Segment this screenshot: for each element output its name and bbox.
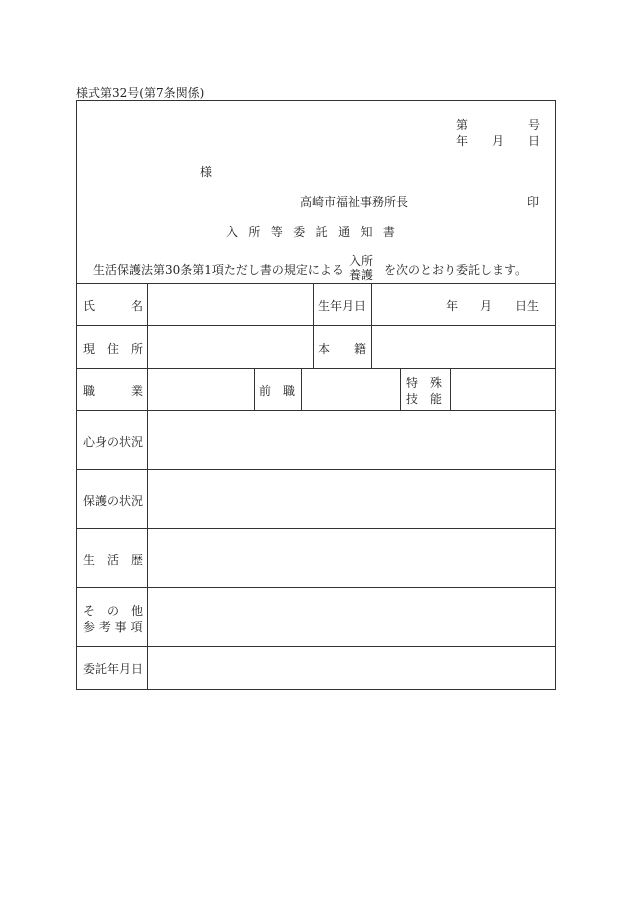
body-option-admission: 入所	[349, 254, 374, 268]
document-title: 入 所 等 委 託 通 知 書	[226, 225, 395, 239]
date-month-label: 月	[492, 134, 505, 148]
birth-day-label: 日生	[515, 299, 540, 313]
previous-job-label: 前 職	[259, 384, 296, 398]
birthdate-label: 生年月日	[318, 299, 367, 313]
special-skill-label-2: 技 能	[406, 392, 443, 406]
name-label: 氏 名	[83, 299, 144, 313]
date-day-label: 日	[528, 134, 541, 148]
occupation-label: 職 業	[83, 384, 144, 398]
body-text-after: を次のとおり委託します。	[384, 263, 528, 277]
honseki-label: 本 籍	[318, 342, 367, 356]
life-history-label: 生 活 歴	[83, 553, 144, 567]
form-reference: 様式第32号(第7条関係)	[76, 86, 205, 100]
commission-date-label: 委託年月日	[83, 662, 144, 676]
birth-year-label: 年	[446, 299, 459, 313]
seal-mark: 印	[527, 195, 540, 209]
doc-no-suffix: 号	[528, 118, 541, 132]
date-year-label: 年	[456, 134, 469, 148]
address-label: 現 住 所	[83, 342, 144, 356]
addressee-suffix: 様	[200, 165, 213, 179]
other-reference-label-1: そ の 他	[83, 604, 144, 618]
protection-status-label: 保護の状況	[83, 494, 144, 508]
special-skill-label-1: 特 殊	[406, 376, 443, 390]
issuer-name: 高崎市福祉事務所長	[300, 195, 409, 209]
other-reference-label-2: 参 考 事 項	[83, 620, 143, 634]
body-text-before: 生活保護法第30条第1項ただし書の規定による	[93, 263, 344, 277]
doc-no-prefix: 第	[456, 118, 469, 132]
body-option-care: 養護	[349, 268, 374, 282]
mental-physical-condition-label: 心身の状況	[83, 435, 144, 449]
birth-month-label: 月	[480, 299, 493, 313]
